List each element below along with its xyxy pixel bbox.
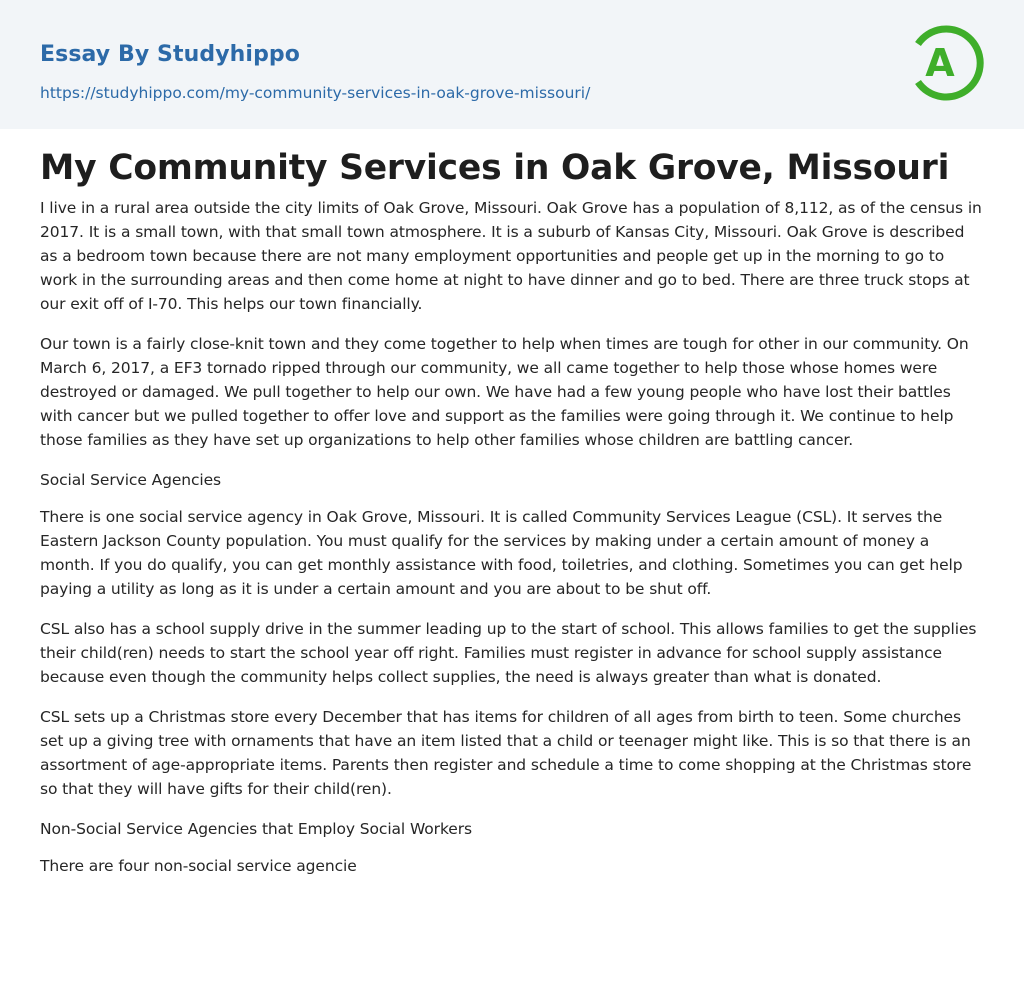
article-body (40, 196, 984, 878)
paragraph: Our town is a fairly close-knit town and they come together to help when times are tough for other in our community. On March 6, 2017, a EF3 tornado ripped through our community, we all came together to help those whose homes were destroyed or damaged. We pull together to help our own. We have had a few young people who have lost their battles with cancer but we pulled together to offer love and support as the families were going through it. We continue to help those families as they have set up organizations to help other families whose children are battling cancer. (40, 335, 969, 449)
logo-letter: A (925, 41, 955, 85)
paragraph: There are four non-social service agencie (40, 857, 357, 875)
site-header (0, 0, 1024, 129)
paragraph: There is one social service agency in Oak Grove, Missouri. It is called Community Services League (CSL). It serves the Eastern Jackson County population. You must qualify for the services by making under a certain amount of money a month. If you do qualify, you can get monthly assistance with food, toiletries, and clothing. Sometimes you can get help paying a utility as long as it is under a certain amount and you are about to be shut off. (40, 508, 963, 598)
essay-url-link[interactable]: https://studyhippo.com/my-community-services-in-oak-grove-missouri/ (40, 84, 591, 102)
paragraph: CSL sets up a Christmas store every December that has items for children of all ages from birth to teen. Some churches set up a giving tree with ornaments that have an item listed that a child or teenager might like. This is so that there is an assortment of age-appropriate items. Parents then register and schedule a time to come shopping at the Christmas store so that they will have gifts for their child(ren). (40, 708, 972, 798)
page-title: My Community Services in Oak Grove, Missouri (40, 148, 950, 188)
studyhippo-a-logo-icon[interactable] (914, 20, 986, 106)
paragraph: I live in a rural area outside the city limits of Oak Grove, Missouri. Oak Grove has a population of 8,112, as of the census in 2017. It is a small town, with that small town atmosphere. It is a suburb of Kansas City, Missouri. Oak Grove is described as a bedroom town because there are not many employment opportunities and people get up in the morning to go to work in the surrounding areas and then come home at night to have dinner and go to bed. There are three truck stops at our exit off of I-70. This helps our town financially. (40, 199, 982, 313)
paragraph: CSL also has a school supply drive in the summer leading up to the start of school. This allows families to get the supplies their child(ren) needs to start the school year off right. Families must register in advance for school supply assistance because even though the community helps collect supplies, the need is always greater than what is donated. (40, 620, 977, 686)
section-heading: Non-Social Service Agencies that Employ Social Workers (40, 820, 472, 838)
section-heading: Social Service Agencies (40, 471, 222, 489)
brand-title[interactable]: Essay By Studyhippo (40, 42, 300, 67)
article (40, 146, 984, 878)
